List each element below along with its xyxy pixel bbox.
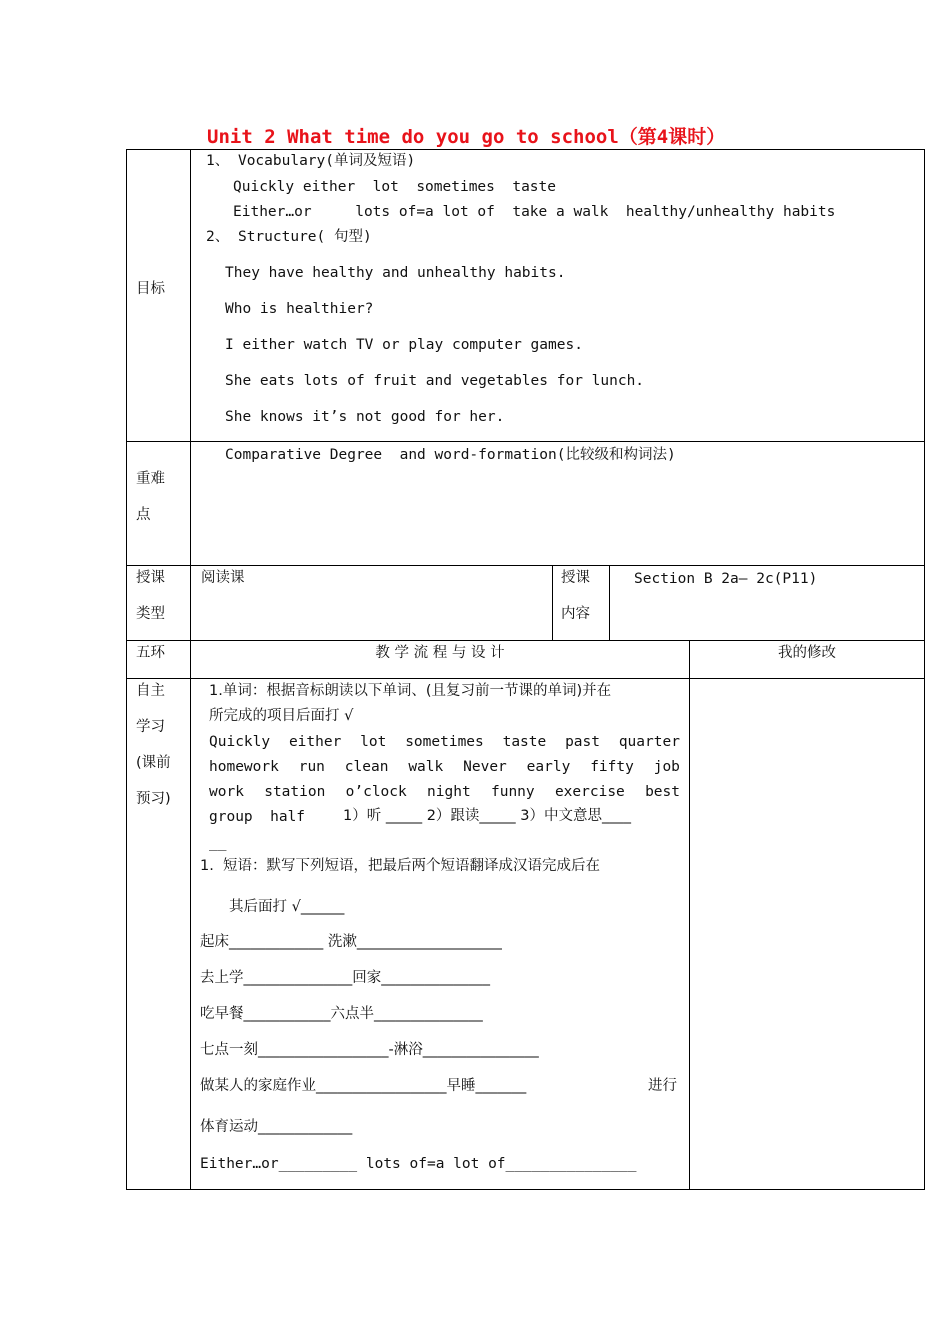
word: fifty	[590, 759, 634, 775]
word-row-last: group half	[209, 809, 306, 825]
word: quarter	[618, 734, 680, 750]
word: night	[427, 784, 471, 800]
self-study-label: (课前	[136, 755, 171, 771]
phrase-line: Either…or_________ lots of=a lot of_______________	[200, 1156, 637, 1172]
vocab-line: Quickly either lot sometimes taste	[233, 179, 557, 195]
word: either	[288, 734, 342, 750]
phrase-line: 吃早餐____________六点半_______________	[200, 1006, 483, 1022]
lesson-type-value: 阅读课	[201, 570, 245, 586]
key-points-label: 重难	[136, 471, 165, 487]
word: funny	[490, 784, 535, 800]
word: sometimes	[405, 734, 484, 750]
word: Quickly	[209, 734, 271, 750]
word: Never	[463, 759, 507, 775]
structure-heading: 2、 Structure( 句型)	[206, 229, 372, 245]
word: early	[526, 759, 571, 775]
sentence: Who is healthier?	[225, 301, 374, 317]
word-row	[209, 735, 680, 750]
word: past	[565, 734, 600, 750]
self-study-label: 自主	[136, 683, 165, 699]
goals-label: 目标	[136, 281, 165, 297]
header-five-steps: 五环	[136, 645, 165, 661]
word-row	[209, 785, 680, 800]
word: best	[645, 784, 680, 800]
self-study-label: 学习	[136, 719, 165, 735]
word: o’clock	[345, 784, 407, 800]
page-title: Unit 2 What time do you go to school（第4课时）	[207, 126, 726, 148]
phrase-line: 去上学_______________回家_______________	[200, 970, 490, 986]
lesson-type-label: 授课	[136, 570, 165, 586]
lesson-content-label: 授课	[561, 570, 590, 586]
word: job	[653, 759, 680, 775]
lesson-type-label: 类型	[136, 606, 165, 622]
header-process-design: 教 学 流 程 与 设 计	[375, 645, 505, 661]
item2-instruction: 其后面打 √______	[229, 899, 345, 915]
key-points-label: 点	[136, 507, 151, 523]
phrase-line: 做某人的家庭作业__________________早睡_______	[200, 1078, 527, 1094]
word-row	[209, 760, 680, 775]
sentence: They have healthy and unhealthy habits.	[225, 265, 566, 281]
vocab-line: Either…or lots of=a lot of take a walk healthy/unhealthy habits	[233, 204, 836, 220]
sentence: I either watch TV or play computer games.	[225, 337, 583, 353]
vocab-heading: 1、 Vocabulary(单词及短语)	[206, 153, 416, 169]
phrase-line: 七点一刻__________________-淋浴________________	[200, 1042, 539, 1058]
item1-instruction: 1.单词：根据音标朗读以下单词、(且复习前一节课的单词)并在	[209, 683, 612, 699]
sentence: She eats lots of fruit and vegetables for lunch.	[225, 373, 645, 389]
header-my-revision: 我的修改	[778, 645, 836, 661]
item2-instruction: 1. 短语：默写下列短语，把最后两个短语翻译成汉语完成后在	[200, 858, 601, 874]
word: clean	[344, 759, 389, 775]
self-study-label: 预习)	[136, 791, 171, 807]
check-items: 1）听 _____ 2）跟读_____ 3）中文意思____	[343, 808, 632, 824]
lesson-content-value: Section B 2a— 2c(P11)	[634, 571, 818, 587]
word: taste	[502, 734, 547, 750]
word: homework	[209, 759, 279, 775]
word: station	[264, 784, 326, 800]
phrase-line: 体育运动_____________	[200, 1119, 353, 1135]
word: exercise	[554, 784, 625, 800]
word: run	[298, 759, 325, 775]
phrase-line-tail: 进行	[648, 1078, 677, 1094]
word: lot	[360, 734, 387, 750]
phrase-line: 起床_____________ 洗漱____________________	[200, 934, 502, 950]
check-items-tail: __	[209, 835, 227, 851]
word: work	[209, 784, 244, 800]
key-points-content: Comparative Degree and word-formation(比较级和构词法)	[225, 447, 676, 463]
word: walk	[408, 759, 444, 775]
sentence: She knows it’s not good for her.	[225, 409, 505, 425]
item1-instruction: 所完成的项目后面打 √	[209, 708, 354, 724]
lesson-content-label: 内容	[561, 606, 590, 622]
